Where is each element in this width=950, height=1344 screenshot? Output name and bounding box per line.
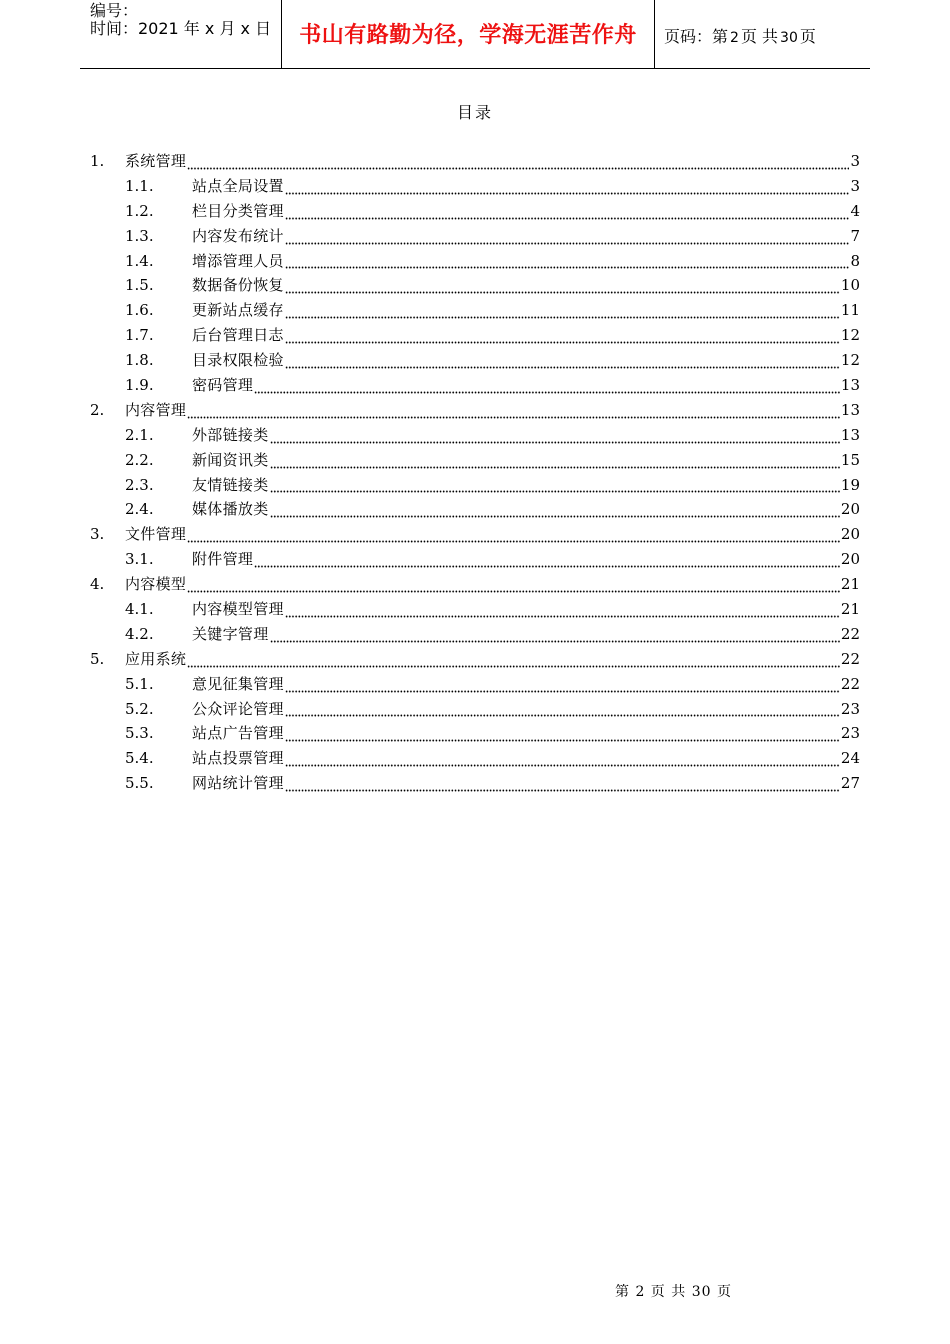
toc-dot-leader [254,548,840,568]
toc-entry-number: 4. [90,575,105,594]
page-middle: 页 共 [740,27,779,46]
toc-entry-number: 4.1. [125,600,154,619]
toc-entry[interactable] [90,473,860,498]
toc-entry-number: 3.1. [125,550,154,569]
toc-entry-title: 附件管理 [192,550,254,569]
toc-entry-title: 系统管理 [125,151,187,170]
toc-dot-leader [285,200,850,220]
toc-entry-number: 1.8. [125,351,154,370]
document-time-label: 时间：2021 年 x 月 x 日 [90,19,272,38]
toc-entry-page: 20 [840,525,860,544]
toc-entry-page: 22 [840,649,860,668]
toc-entry-number: 5.4. [125,749,154,768]
document-id-label: 编号： [90,1,139,20]
toc-entry-title: 外部链接类 [192,425,269,444]
toc-entry-number: 2. [90,400,105,419]
toc-entry-title: 友情链接类 [192,475,269,494]
toc-entry-page: 8 [850,251,860,270]
toc-entry[interactable] [90,323,860,348]
toc-entry[interactable] [90,697,860,722]
toc-entry-page: 21 [840,575,860,594]
toc-entry-number: 5. [90,649,105,668]
table-of-contents [90,149,860,796]
toc-dot-leader [285,299,840,319]
toc-entry-page: 11 [840,301,860,320]
toc-entry[interactable] [90,547,860,572]
toc-dot-leader [187,150,849,170]
toc-dot-leader [187,573,840,593]
toc-entry-title: 网站统计管理 [192,774,284,793]
toc-entry-page: 23 [840,699,860,718]
toc-entry[interactable] [90,373,860,398]
toc-entry[interactable] [90,448,860,473]
toc-entry-number: 1.4. [125,251,154,270]
toc-entry[interactable] [90,771,860,796]
toc-entry-number: 2.3. [125,475,154,494]
toc-entry[interactable] [90,398,860,423]
toc-entry-title: 站点广告管理 [192,724,284,743]
toc-entry-number: 5.1. [125,674,154,693]
toc-entry-number: 2.4. [125,500,154,519]
toc-entry[interactable] [90,273,860,298]
toc-dot-leader [187,399,840,419]
toc-entry-title: 栏目分类管理 [192,201,284,220]
toc-dot-leader [285,722,840,742]
toc-entry-page: 23 [840,724,860,743]
toc-entry[interactable] [90,423,860,448]
toc-entry-page: 4 [850,201,860,220]
toc-entry-title: 关键字管理 [192,624,269,643]
toc-dot-leader [285,598,840,618]
toc-entry-page: 12 [840,351,860,370]
header-page-indicator [664,24,816,47]
toc-entry-page: 13 [840,400,860,419]
toc-entry-page: 12 [840,326,860,345]
toc-entry[interactable] [90,522,860,547]
toc-title: 目录 [456,103,493,122]
toc-entry-title: 内容模型管理 [192,600,284,619]
toc-entry-number: 1.9. [125,376,154,394]
toc-entry-page: 7 [850,226,860,245]
toc-entry-page: 20 [840,500,860,519]
toc-entry[interactable] [90,647,860,672]
toc-entry-title: 目录权限检验 [192,351,284,370]
toc-entry-number: 2.2. [125,450,154,469]
toc-dot-leader [187,523,840,543]
toc-entry-number: 5.3. [125,724,154,743]
toc-entry[interactable] [90,622,860,647]
toc-entry-title: 后台管理日志 [192,326,284,345]
toc-entry-page: 15 [840,450,860,469]
toc-entry-page: 22 [840,674,860,693]
toc-entry[interactable] [90,672,860,697]
toc-entry-number: 4.2. [125,624,154,643]
toc-entry-page: 27 [840,774,860,793]
toc-dot-leader [285,697,840,717]
toc-entry-title: 密码管理 [192,376,254,394]
toc-entry[interactable] [90,224,860,249]
toc-entry-page: 24 [840,749,860,768]
toc-entry-title: 增添管理人员 [192,251,284,270]
toc-entry[interactable] [90,199,860,224]
page-header [80,0,870,69]
toc-entry-number: 3. [90,525,105,544]
toc-dot-leader [270,623,840,643]
toc-entry-title: 内容管理 [125,400,187,419]
toc-entry-title: 应用系统 [125,649,187,668]
toc-entry-page: 3 [850,176,860,195]
page-current: 2 [730,30,739,46]
toc-dot-leader [285,747,840,767]
toc-dot-leader [285,274,840,294]
toc-dot-leader [285,324,840,344]
toc-entry[interactable] [90,348,860,373]
toc-entry[interactable] [90,149,860,174]
page-suffix: 页 [799,27,816,46]
toc-dot-leader [285,772,840,792]
toc-dot-leader [270,473,840,493]
toc-entry[interactable] [90,174,860,199]
toc-entry-title: 站点全局设置 [192,176,284,195]
toc-entry-title: 意见征集管理 [192,674,284,693]
toc-entry[interactable] [90,298,860,323]
toc-entry[interactable] [90,497,860,522]
header-motto: 书山有路勤为径，学海无涯苦作舟 [299,23,637,48]
toc-dot-leader [285,673,840,693]
toc-dot-leader [285,225,850,245]
page-footer: 第 2 页 共 30 页 [615,1284,732,1300]
toc-dot-leader [285,349,840,369]
toc-dot-leader [187,648,840,668]
toc-dot-leader [270,498,840,518]
toc-entry-page: 13 [840,376,860,394]
toc-entry[interactable] [90,746,860,771]
toc-entry-number: 5.5. [125,774,154,793]
toc-entry-title: 公众评论管理 [192,699,284,718]
toc-entry-page: 20 [840,550,860,569]
toc-entry-title: 内容发布统计 [192,226,284,245]
toc-dot-leader [254,374,840,394]
toc-dot-leader [285,249,850,269]
toc-entry-number: 1.7. [125,326,154,345]
toc-entry-page: 19 [840,475,860,494]
toc-entry-number: 5.2. [125,699,154,718]
toc-entry[interactable] [90,249,860,274]
toc-entry-number: 1.1. [125,176,154,195]
toc-entry-title: 更新站点缓存 [192,301,284,320]
toc-entry-page: 10 [840,276,860,295]
header-divider [654,0,655,68]
toc-entry-number: 1.6. [125,301,154,320]
toc-entry-title: 内容模型 [125,575,187,594]
toc-entry-title: 站点投票管理 [192,749,284,768]
toc-dot-leader [285,175,850,195]
toc-dot-leader [270,449,840,469]
toc-entry[interactable] [90,597,860,622]
toc-entry-title: 新闻资讯类 [192,450,269,469]
page-total: 30 [780,30,798,46]
toc-entry-title: 数据备份恢复 [192,276,284,295]
toc-entry-number: 1.2. [125,201,154,220]
toc-entry-number: 2.1. [125,425,154,444]
header-meta [90,2,280,38]
toc-entry-title: 媒体播放类 [192,500,269,519]
toc-entry[interactable] [90,721,860,746]
toc-entry-page: 21 [840,600,860,619]
page-prefix: 页码：第 [664,27,729,46]
toc-entry[interactable] [90,572,860,597]
toc-entry-title: 文件管理 [125,525,187,544]
toc-entry-number: 1. [90,151,105,170]
toc-entry-page: 3 [850,151,860,170]
toc-entry-page: 22 [840,624,860,643]
toc-dot-leader [270,424,840,444]
toc-entry-page: 13 [840,425,860,444]
toc-entry-number: 1.5. [125,276,154,295]
toc-entry-number: 1.3. [125,226,154,245]
